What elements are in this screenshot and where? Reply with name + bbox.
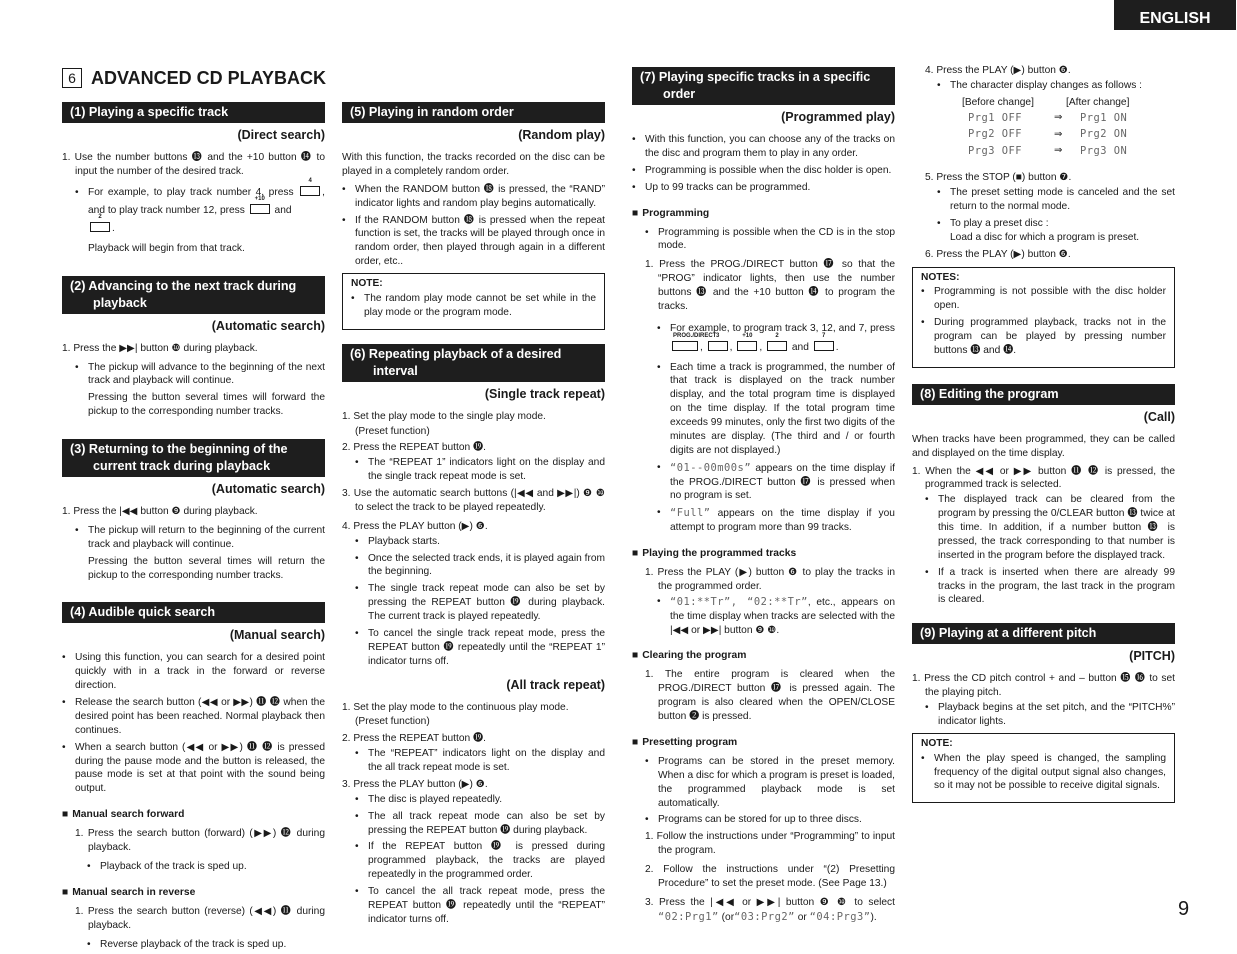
- header-after: [After change]: [1066, 97, 1130, 109]
- step-text: 1. Press the search button (forward) (▶▶) ⓬ during playback.: [75, 828, 325, 854]
- bullet-text: • “01:**Tr”, “02:**Tr”, etc., appears on the time display when tracks are selected with the |◀◀ or ▶▶| button ❾ ❿.: [632, 595, 895, 638]
- subheading: ■ Manual search forward: [62, 808, 325, 822]
- section-title: (7) Playing specific tracks in a specific order: [632, 67, 895, 105]
- arrow-icon: ⇒: [1054, 128, 1063, 140]
- step-text: 3. Press the PLAY button (▶) ❻.: [342, 778, 488, 790]
- bullet-text: • The displayed track can be cleared from the program by pressing the 0/CLEAR button ⓭ twice at this time. In addition, if a number button ⓭ is pressed, the track corresponding to that number is inserted in the program before the displayed track.: [912, 493, 1175, 562]
- section-random-play: [342, 102, 605, 330]
- bullet-text: • For example, to play track number 4, press 4 , and to play track number 12, press +10 and 2 .: [62, 184, 325, 239]
- table-row: Prg1 OFF ⇒ Prg1 ON: [968, 111, 1128, 124]
- number-2-key-icon: 2: [767, 341, 787, 351]
- bullet-text: • Playback begins at the set pitch, and the “PITCH%” indicator lights.: [912, 701, 1175, 729]
- bullet-text: • Playback of the track is sped up.: [62, 860, 325, 874]
- bullet-text: • To play a preset disc :: [912, 217, 1175, 231]
- section-track-beginning: [62, 439, 325, 582]
- chapter-title: ADVANCED CD PLAYBACK: [91, 68, 327, 88]
- arrow-icon: ⇒: [1054, 112, 1063, 124]
- step-text: 1. Press the search button (reverse) (◀◀) ⓫ during playback.: [75, 905, 325, 931]
- prog-direct-key-icon: PROG./DIRECT: [672, 341, 698, 351]
- bullet-text: • Using this function, you can search for a desired point quickly with in a track in the forward or reverse direction.: [62, 651, 325, 693]
- bullet-text: • The all track repeat mode can also be set by pressing the REPEAT button ⓳ during playback.: [342, 810, 605, 838]
- lcd-readout: “Full”: [670, 507, 711, 520]
- bullet-text: • For example, to program track 3, 12, and 7, press PROG./DIRECT , 3 , +10 , 2 and 7 .: [632, 319, 895, 358]
- step-text: 1. Press the ▶▶| button ❿ during playback.: [62, 342, 258, 354]
- bullet-text: • Reverse playback of the track is sped up.: [62, 938, 325, 952]
- bullet-text: • The preset setting mode is canceled and the set return to the normal mode.: [912, 186, 1175, 214]
- subheading: ■ Playing the programmed tracks: [632, 547, 895, 561]
- section-subtitle: (Automatic search): [211, 482, 325, 497]
- bullet-text: • Programs can be stored for up to three discs.: [632, 813, 895, 827]
- section-title: (6) Repeating playback of a desired interval: [342, 344, 605, 382]
- bullet-text: • If the REPEAT button ⓳ is pressed during programmed playback, the tracks are played repeatedly in the programmed order.: [342, 840, 605, 882]
- paragraph: When tracks have been programmed, they can be called and displayed on the time display.: [912, 433, 1175, 459]
- step-text: 1. Set the play mode to the continuous play mode.: [342, 701, 569, 713]
- chapter-number: 6: [62, 68, 82, 88]
- section-subtitle: (Direct search): [237, 128, 325, 142]
- subheading: ■ Programming: [632, 207, 895, 221]
- note-text: • When the play speed is changed, the sampling frequency of the digital output signal also changes, so it may not be possible to receive digital signals.: [921, 752, 1166, 794]
- header-before: [Before change]: [962, 97, 1034, 109]
- bullet-continuation: Pressing the button several times will forward the pickup to the corresponding number tracks.: [88, 392, 325, 418]
- subheading: ■ Presetting program: [632, 736, 895, 750]
- step-text: 1. The entire program is cleared when the PROG./DIRECT button ⓱ is pressed again. The program is also cleared when the OPEN/CLOSE button ❷ is pressed.: [645, 669, 895, 722]
- section-subtitle: (Random play): [518, 128, 605, 142]
- lcd-readout: “01--00m00s”: [670, 461, 752, 474]
- step-text: 1. Follow the instructions under “Programming” to input the program.: [645, 831, 895, 857]
- bullet-text: • If a track is inserted when there are already 99 tracks in the program, the last track in the program is cleared.: [912, 566, 1175, 608]
- section-subtitle: (Programmed play): [781, 110, 895, 124]
- note-text: • During programmed playback, tracks not in the program can be played by pressing number buttons ⓭ and ⓮.: [921, 316, 1166, 358]
- section-title: (4) Audible quick search: [62, 602, 325, 623]
- bullet-text: • Programming is possible when the disc holder is open.: [632, 164, 895, 178]
- bullet-text: • Programs can be stored in the preset memory. When a disc for which a program is preset is loaded, the programmed playback mode is set automatically.: [632, 755, 895, 811]
- page-number: 9: [1178, 898, 1190, 920]
- number-3-key-icon: 3: [708, 341, 728, 351]
- plus10-key-icon: +10: [250, 204, 270, 214]
- note-text: • The random play mode cannot be set while in the play mode or the program mode.: [351, 292, 596, 320]
- step-text: 6. Press the PLAY (▶) button ❻.: [925, 248, 1071, 260]
- lcd-readout: “01:**Tr”, “02:**Tr”: [670, 595, 808, 608]
- bullet-continuation: Playback will begin from that track.: [88, 242, 245, 254]
- step-text: 1. Press the |◀◀ button ❾ during playback.: [62, 506, 258, 518]
- bullet-text: • To cancel the single track repeat mode, press the REPEAT button ⓳ repeatedly until the “REPEAT 1” indicator turns off.: [342, 627, 605, 669]
- bullet-text: • When a search button (◀◀ or ▶▶) ⓫ ⓬ is pressed during the pause mode and the button is released, the pause mode is set at that point with the sound being output.: [62, 741, 325, 797]
- bullet-text: • Playback starts.: [342, 535, 605, 549]
- step-text: 4. Press the PLAY button (▶) ❻.: [342, 520, 488, 532]
- bullet-text: • The disc is played repeatedly.: [342, 793, 605, 807]
- section-editing-program: [912, 384, 1175, 608]
- chapter-heading: [62, 66, 326, 90]
- step-text: 1. When the ◀◀ or ▶▶ button ⓫ ⓬ is pressed, the programmed track is selected.: [912, 465, 1175, 491]
- number-2-key-icon: 2: [90, 222, 110, 232]
- section-repeat-playback: [342, 344, 605, 927]
- table-header: [950, 97, 1175, 110]
- arrow-icon: ⇒: [1054, 145, 1063, 157]
- step-text: 4. Press the PLAY (▶) button ❻.: [925, 65, 1071, 76]
- language-tab: ENGLISH: [1114, 0, 1236, 30]
- section-direct-search: [62, 102, 325, 256]
- paragraph: With this function, the tracks recorded on the disc can be played in a completely random order.: [342, 152, 605, 177]
- bullet-text: • If the RANDOM button ⓲ is pressed when the repeat function is set, the tracks will be played through once in random order, then played through again in a different order, etc..: [342, 214, 605, 270]
- bullet-text: • When the RANDOM button ⓲ is pressed, the “RAND” indicator lights and random play begins automatically.: [342, 183, 605, 211]
- step-text: 1. Use the number buttons ⓭ and the +10 button ⓮ to input the number of the desired track.: [62, 152, 325, 177]
- bullet-text: • Release the search button (◀◀ or ▶▶) ⓫ ⓬ when the desired point has been reached. Normal playback then continues.: [62, 696, 325, 738]
- section-subtitle: (PITCH): [1129, 649, 1175, 664]
- step-text: 1. Press the CD pitch control + and – button ⓯ ⓰ to set the playing pitch.: [912, 673, 1175, 699]
- step-text: 2. Press the REPEAT button ⓳.: [342, 442, 487, 454]
- note-box: [342, 273, 605, 330]
- bullet-text: • “01--00m00s” appears on the time display if the PROG./DIRECT button ⓱ is pressed when no program is set.: [632, 461, 895, 504]
- plus10-key-icon: +10: [737, 341, 757, 351]
- section-pitch: [912, 623, 1175, 803]
- step-text: 1. Press the PROG./DIRECT button ⓱ so that the “PROG” indicator lights, then use the number buttons ⓭ and the +10 button ⓮ to program the tracks.: [645, 259, 895, 312]
- bullet-text: • The pickup will return to the beginning of the current track and playback will continue.: [62, 524, 325, 552]
- section-subtitle: (Call): [1143, 409, 1175, 424]
- lcd-readout: “02:Prg1”: [658, 910, 719, 923]
- section-title: (1) Playing a specific track: [62, 102, 325, 123]
- note-title: NOTE:: [921, 737, 953, 749]
- section-programmed-play: [632, 67, 895, 925]
- bullet-continuation: Pressing the button several times will return the pickup to the corresponding number tracks.: [88, 555, 325, 581]
- column-3: [632, 67, 895, 945]
- table-row: Prg2 OFF ⇒ Prg2 ON: [968, 128, 1128, 141]
- step-text: 2. Follow the instructions under “(2) Presetting Procedure” to set the preset mode. (See Page 13.): [645, 864, 895, 889]
- step-text: 1. Press the PLAY (▶) button ❻ to play the tracks in the programmed order.: [645, 567, 895, 592]
- step-text: 5. Press the STOP (■) button ❼.: [925, 172, 1072, 184]
- bullet-text: • The single track repeat mode can also be set by pressing the REPEAT button ⓳ during playback. The current track is played repeatedly.: [342, 582, 605, 624]
- bullet-text: • Each time a track is programmed, the number of that track is displayed on the track number display, and the total program time is displayed on the time display. If the total program time exceeds 99 minutes, only the first two digits of the minutes are display. (The third and / or fourth digits are not displayed.): [632, 361, 895, 458]
- section-quick-search: [62, 602, 325, 951]
- lcd-readout: “03:Prg2”: [734, 910, 795, 923]
- section-subtitle: (Manual search): [229, 628, 325, 643]
- display-change-table: [950, 97, 1175, 160]
- column-4: [912, 64, 1175, 823]
- note-title: NOTES:: [921, 271, 960, 283]
- bullet-text: • The character display changes as follows :: [912, 79, 1175, 93]
- note-box: [912, 733, 1175, 804]
- step-text: 3. Press the |◀◀ or ▶▶| button ❾ ❿ to select “02:Prg1” (or“03:Prg2” or “04:Prg3”).: [645, 896, 895, 923]
- section-title: (3) Returning to the beginning of the current track during playback: [62, 439, 325, 477]
- section-title: (2) Advancing to the next track during playback: [62, 276, 325, 314]
- section-subtitle: (All track repeat): [506, 677, 605, 692]
- bullet-text: • Programming is possible when the CD is in the stop mode.: [632, 226, 895, 254]
- step-text: 1. Set the play mode to the single play mode.: [342, 410, 546, 422]
- section-subtitle: (Single track repeat): [484, 386, 605, 401]
- section-title: (9) Playing at a different pitch: [912, 623, 1175, 644]
- note-text: • Programming is not possible with the disc holder open.: [921, 285, 1166, 313]
- bullet-text: • “Full” appears on the time display if you attempt to program more than 99 tracks.: [632, 506, 895, 535]
- bullet-text: • The “REPEAT” indicators light on the display and the all track repeat mode is set.: [342, 747, 605, 775]
- step-continuation: (Preset function): [355, 716, 430, 728]
- step-continuation: (Preset function): [355, 425, 430, 437]
- bullet-text: • Up to 99 tracks can be programmed.: [632, 181, 895, 195]
- bullet-text: • Once the selected track ends, it is played again from the beginning.: [342, 552, 605, 580]
- bullet-text: • The “REPEAT 1” indicators light on the display and the single track repeat mode is set.: [342, 456, 605, 484]
- bullet-text: • To cancel the all track repeat mode, press the REPEAT button ⓳ repeatedly until the “REPEAT” indicator turns off.: [342, 885, 605, 927]
- bullet-continuation: Load a disc for which a program is preset.: [950, 231, 1140, 243]
- bullet-text: • The pickup will advance to the beginning of the next track and playback will continue.: [62, 361, 325, 389]
- step-text: 2. Press the REPEAT button ⓳.: [342, 733, 487, 745]
- section-title: (8) Editing the program: [912, 384, 1175, 405]
- number-7-key-icon: 7: [814, 341, 834, 351]
- table-row: Prg3 OFF ⇒ Prg3 ON: [968, 144, 1128, 157]
- subheading: ■ Manual search in reverse: [62, 886, 325, 900]
- lcd-readout: “04:Prg3”: [809, 910, 871, 923]
- bullet-text: • With this function, you can choose any of the tracks on the disc and program them to play in any order.: [632, 133, 895, 161]
- section-preset-continued: [912, 64, 1175, 368]
- section-title: (5) Playing in random order: [342, 102, 605, 123]
- column-2: [342, 102, 605, 947]
- section-next-track: [62, 276, 325, 419]
- number-4-key-icon: 4: [300, 186, 320, 196]
- section-subtitle: (Automatic search): [211, 318, 325, 333]
- step-text: 3. Use the automatic search buttons (|◀◀ and ▶▶|) ❾ ❿ to select the track to be played repeatedly.: [342, 488, 605, 513]
- subheading: ■ Clearing the program: [632, 649, 895, 663]
- note-title: NOTE:: [351, 278, 383, 289]
- column-1: [62, 102, 325, 954]
- notes-box: [912, 267, 1175, 368]
